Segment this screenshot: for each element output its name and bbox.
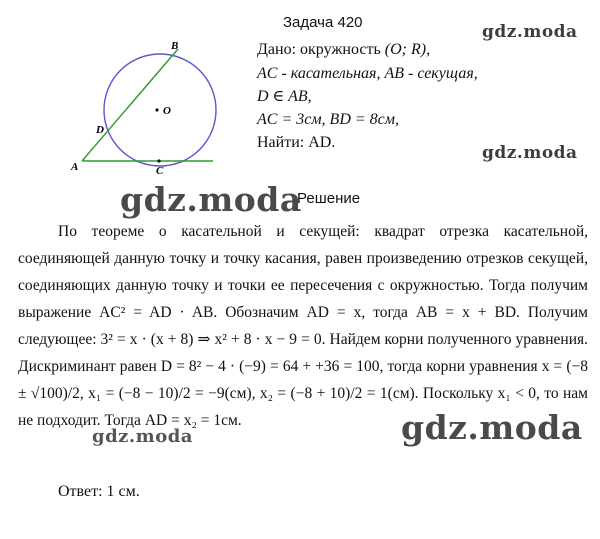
watermark-small-bottom: gdz.moda — [92, 426, 193, 447]
watermark-mid-right: gdz.moda — [482, 143, 578, 163]
watermark-large-left: gdz.moda — [120, 180, 302, 219]
center-point — [155, 108, 158, 111]
problem-title: Задача 420 — [283, 14, 363, 31]
given-line-2: AC - касательная, AB - секущая, — [257, 65, 478, 82]
label-o: O — [163, 105, 171, 117]
watermark-top-right: gdz.moda — [482, 22, 578, 42]
solution-paragraph: По теореме о касательной и секущей: квадрат отрезка касательной, соединяющей данную точку и точку касания, равен произведению отрезков секущей, соединяющих данную точку и точки ее пересечения с окружностью. Тогда получим выражение AC² = AD · AB. Обозначим AD = x, тогда AB = x + BD. Получим следующее: 3² = x · (x + 8) ⇒ x² + 8 · x − 9 = 0. Найдем корни полученного уравнения. Дискриминант равен D = 8² − 4 · (−9) = 64 + +36 = 100, тогда корни уравнения x = (−8 ± √100)/2, x₁ = (−8 − 10)/2 = −9(см), x₂ = (−8 + 10)/2 = 1(см). Поскольку x₁ < 0, то нам не подходит. Тогда AD = x₂ = 1см. — [18, 223, 588, 429]
given-block — [257, 40, 478, 156]
label-a: A — [71, 161, 79, 173]
watermark-large-bottom-right: gdz.moda — [401, 408, 583, 447]
given-line-4: AC = 3см, BD = 8см, — [257, 111, 399, 128]
label-b: B — [171, 40, 179, 52]
geometry-figure — [60, 40, 270, 180]
given-line-5: Найти: AD. — [257, 134, 336, 151]
answer-line: Ответ: 1 см. — [58, 483, 140, 500]
label-c: C — [156, 165, 164, 177]
given-line-1: Дано: окружность (O; R), — [257, 41, 431, 58]
point-c — [157, 159, 160, 162]
given-line-3: D ∈ AB, — [257, 88, 312, 105]
label-d: D — [96, 124, 104, 136]
solution-heading: Решение — [297, 190, 361, 207]
